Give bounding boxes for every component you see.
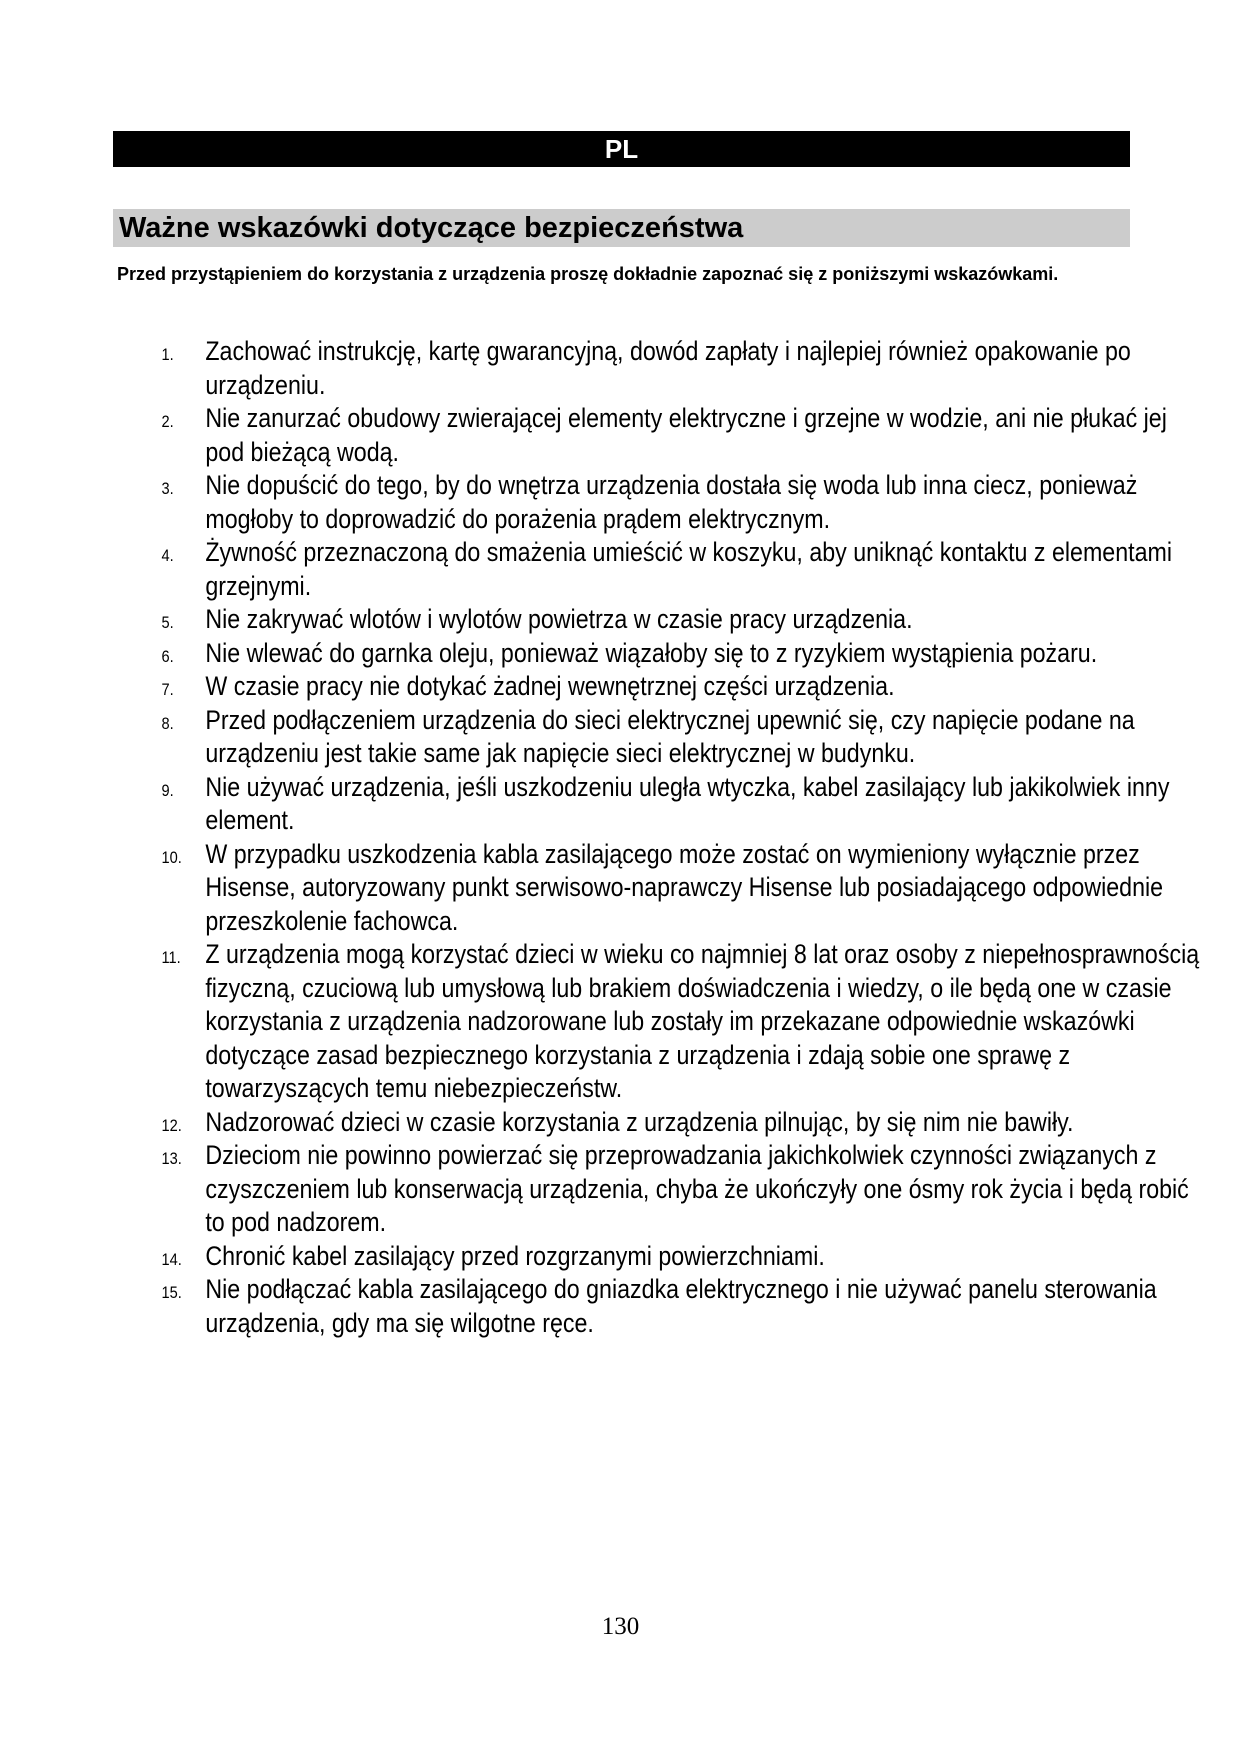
list-item-number: 13.: [161, 1149, 182, 1168]
list-item-number: 1.: [161, 345, 174, 364]
list-item: [140, 771, 1206, 838]
list-item-text: Dzieciom nie powinno powierzać się przeprowadzania jakichkolwiek czynności związanych z czyszczeniem lub konserwacją urządzenia, chyba że ukończyły one ósmy rok życia i będą robić to pod nadzorem.: [205, 1140, 1189, 1237]
list-item-number: 15.: [161, 1283, 182, 1302]
list-item: [140, 603, 1206, 637]
list-item: [140, 1273, 1206, 1340]
safety-instructions-list: [140, 335, 1200, 1340]
list-item-number: 10.: [161, 847, 182, 867]
list-item-number: 14.: [161, 1249, 182, 1269]
list-item-number: 3.: [161, 479, 174, 498]
list-item: [140, 536, 1206, 603]
list-item-text: Nie zanurzać obudowy zwierającej elementy elektryczne i grzejne w wodzie, ani nie płukać jej pod bieżącą wodą.: [205, 403, 1167, 467]
list-item: [140, 335, 1206, 402]
list-item-text: Z urządzenia mogą korzystać dzieci w wieku co najmniej 8 lat oraz osoby z niepełnosprawnością fizyczną, czuciową lub umysłową lub brakiem doświadczenia i wiedzy, o ile będą one w czasie korzystania z urządzenia nadzorowane lub zostały im przekazane odpowiednie wskazówki dotyczące zasad bezpiecznego korzystania z urządzenia i zdają sobie one sprawę z towarzyszących temu niebezpieczeństw.: [205, 939, 1200, 1103]
section-heading-bar: [113, 209, 1130, 247]
list-item-text: Nie zakrywać wlotów i wylotów powietrza w czasie pracy urządzenia.: [205, 604, 913, 634]
list-item-text: Przed podłączeniem urządzenia do sieci elektrycznej upewnić się, czy napięcie podane na urządzeniu jest takie same jak napięcie sieci elektrycznej w budynku.: [205, 704, 1135, 768]
list-item-number: 12.: [161, 1115, 182, 1135]
list-item: [140, 1240, 1206, 1274]
list-item-text: Nie używać urządzenia, jeśli uszkodzeniu uległa wtyczka, kabel zasilający lub jakikolwiek inny element.: [205, 771, 1170, 835]
list-item-number: 4.: [161, 546, 174, 565]
list-item: [140, 838, 1206, 939]
list-item: [140, 469, 1206, 536]
list-item-text: Żywność przeznaczoną do smażenia umieścić w koszyku, aby uniknąć kontaktu z elementami grzejnymi.: [205, 537, 1173, 601]
list-item-number: 2.: [161, 412, 174, 431]
list-item-number: 7.: [161, 680, 174, 699]
list-item-number: 6.: [161, 646, 174, 666]
list-item: [140, 704, 1206, 771]
intro-paragraph: Przed przystąpieniem do korzystania z urządzenia proszę dokładnie zapoznać się z poniższymi wskazówkami.: [117, 264, 1059, 284]
list-item-text: Chronić kabel zasilający przed rozgrzanymi powierzchniami.: [205, 1240, 825, 1271]
list-item: [140, 670, 1206, 704]
list-item: [140, 637, 1206, 671]
list-item: [140, 1106, 1206, 1140]
list-item: [140, 938, 1206, 1106]
list-item-text: Nie podłączać kabla zasilającego do gniazdka elektrycznego i nie używać panelu sterowania urządzenia, gdy ma się wilgotne ręce.: [205, 1274, 1157, 1338]
list-item-number: 11.: [161, 948, 181, 967]
list-item-text: W przypadku uszkodzenia kabla zasilającego może zostać on wymieniony wyłącznie przez Hisense, autoryzowany punkt serwisowo-naprawczy Hisense lub posiadającego odpowiednie przeszkolenie fachowca.: [205, 838, 1164, 936]
list-item-number: 9.: [161, 780, 174, 800]
list-item-text: Nie wlewać do garnka oleju, ponieważ wiązałoby się to z ryzykiem wystąpienia pożaru.: [205, 637, 1098, 668]
list-item: [140, 1139, 1206, 1240]
section-title: Ważne wskazówki dotyczące bezpieczeństwa: [119, 212, 744, 244]
language-code: PL: [604, 134, 639, 164]
list-item-text: W czasie pracy nie dotykać żadnej wewnętrznej części urządzenia.: [205, 671, 895, 701]
list-item-text: Zachować instrukcję, kartę gwarancyjną, dowód zapłaty i najlepiej również opakowanie po urządzeniu.: [205, 336, 1131, 400]
list-item: [140, 402, 1206, 469]
language-header-bar: [113, 131, 1130, 167]
list-item-text: Nadzorować dzieci w czasie korzystania z urządzenia pilnując, by się nim nie bawiły.: [205, 1106, 1074, 1137]
list-item-number: 5.: [161, 613, 174, 632]
page-number: 130: [601, 1613, 640, 1640]
list-item-text: Nie dopuścić do tego, by do wnętrza urządzenia dostała się woda lub inna ciecz, ponieważ mogłoby to doprowadzić do porażenia prądem elektrycznym.: [205, 470, 1138, 534]
list-item-number: 8.: [161, 713, 174, 733]
